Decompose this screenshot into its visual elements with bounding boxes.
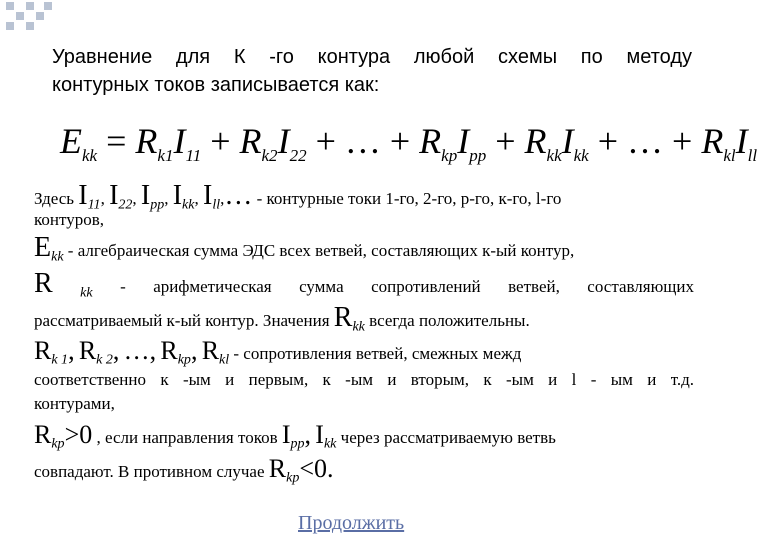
corner-decoration — [0, 0, 60, 40]
paragraph-mutual-resistances-line2: соответственно к -ым и первым, к -ым и вторым, к -ым и l - ым и т.д. — [34, 370, 694, 389]
loop-current-equation: $E_{kk} = R_{k1}I_{11} + R_{k2}I_{22}$ + … + $R_{kp}I_{pp} + R_{kk}I_{kk}$ + … + $R_{kl}I_{ll}$ — [60, 121, 757, 166]
paragraph-sign-rule: $R_{kp}>0$ , если направления токов $I_{pp}$, $I_{kk}$ через рассматриваемую ветвь — [34, 420, 556, 452]
paragraph-sign-rule-line2: совпадают. В противном случае $R_{kp}<0$. — [34, 454, 334, 486]
paragraph-loop-currents: Здесь $I_{11}$, $I_{22}$, $I_{pp}$, $I_{kk}$, $I_{ll},\dots$ - контурные токи 1-го, 2-го, р-го, к-го, l-го — [34, 180, 562, 213]
paragraph-mutual-resistances-line3: контурами, — [34, 394, 115, 413]
intro-line-1: Уравнение для К -го контура любой схемы по методу — [52, 46, 692, 68]
continue-link[interactable]: Продолжить — [298, 512, 405, 534]
paragraph-resistance-sum-line2: рассматриваемый к-ый контур. Значения $R_{kk}$ всегда положительны. — [34, 302, 530, 335]
paragraph-resistance-sum: R $_{kk}$ - арифметическая сумма сопротивлений ветвей, составляющих — [34, 268, 694, 301]
paragraph-loop-currents-line2: контуров, — [34, 210, 104, 229]
intro-line-2: контурных токов записывается как: — [52, 74, 380, 96]
paragraph-mutual-resistances: $R_{k 1}$, $R_{k 2}$, …, $R_{kp}$, $R_{kl}$ - сопротивления ветвей, смежных межд — [34, 336, 522, 368]
paragraph-emf: $E_{kk}$ - алгебраическая сумма ЭДС всех ветвей, составляющих к-ый контур, — [34, 232, 575, 265]
